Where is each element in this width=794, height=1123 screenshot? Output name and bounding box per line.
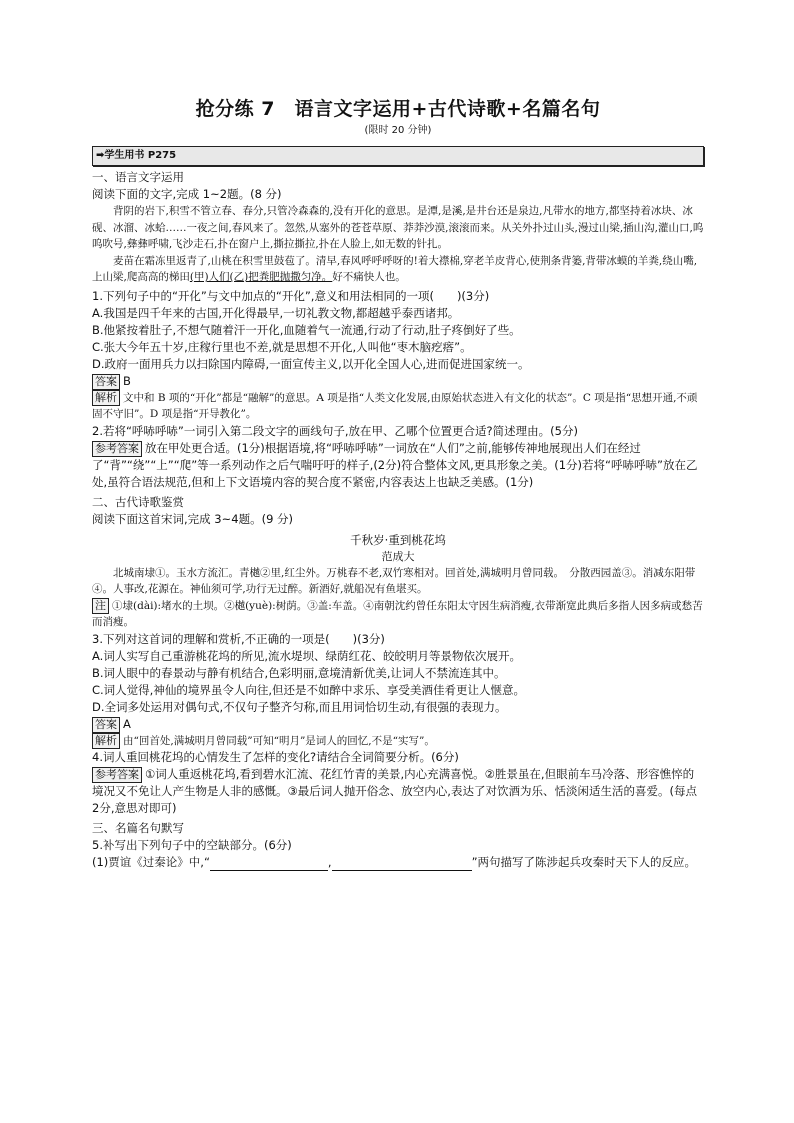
q3-option-c: C.词人觉得,神仙的境界虽令人向往,但还是不如醉中求乐、享受美酒佳肴更让人惬意。: [92, 682, 525, 697]
answer-4: [92, 766, 704, 817]
explanation-tag: 解析: [92, 733, 120, 749]
answer-value: A: [123, 716, 131, 731]
q1-option-c: C.张大今年五十岁,庄稼行里也不差,就是思想不开化,人叫他“枣木脑疙瘩”。: [92, 339, 472, 354]
section-heading-poetry: 二、古代诗歌鉴赏: [92, 494, 184, 509]
answer-1: [92, 373, 704, 390]
explanation-3: [92, 733, 704, 750]
page-title: 抢分练 7 语言文字运用+古代诗歌+名篇名句: [195, 98, 601, 120]
fill-blank-2[interactable]: [332, 858, 472, 871]
passage-paragraph-1: 背阴的岩下,积雪不管立春、春分,只管冷森森的,没有开化的意思。是潭,是溪,是井台还是泉边,凡带水的地方,都坚持着冰块、冰砚、冰溜、冰蛤……一夜之间,春风来了。忽然,从塞外的苍苍草原、莽莽沙漠,滚滚而来。从关外扑过山头,漫过山梁,插山沟,灌山口,呜呜吹号,彝彝呼啸,飞沙走石,扑在窗户上,撕拉撕拉,扑在人脸上,如无数的针扎。: [92, 205, 704, 250]
q1-option-d: D.政府一面用兵力以扫除国内障碍,一面宣传主义,以开化全国人心,进而促进国家统一。: [92, 356, 530, 371]
underlined-sentence: (甲)人们(乙)把粪肥抛撒匀净。: [189, 271, 333, 283]
q1-option-a: A.我国是四千年来的古国,开化得最早,一切礼教文物,都超越乎泰西诸邦。: [92, 305, 460, 320]
question-2: 2.若将“呼哧呼哧”一词引入第二段文字的画线句子,放在甲、乙哪个位置更合适?简述理由。(5分): [92, 423, 578, 438]
answer-3: [92, 716, 704, 733]
explanation-text: 由“回首处,满城明月曾同载”可知“明月”是词人的回忆,不是“实写”。: [123, 734, 435, 747]
q5-item-1-end: ”两句描写了陈涉起兵攻秦时天下人的反应。: [471, 855, 697, 869]
explanation-1: [92, 390, 704, 423]
section-heading-recitation: 三、名篇名句默写: [92, 821, 184, 835]
question-5: 5.补写出下列句子中的空缺部分。(6分): [92, 838, 292, 852]
note-text: ①埭(dài):堵水的土坝。②樾(yuè):树荫。③盖:车盖。④南朝沈约曾任东阳太守因生病消瘦,衣带渐宽此典后多指人因多病或愁苦而消瘦。: [92, 599, 703, 628]
fill-blank-1[interactable]: [210, 858, 328, 871]
explanation-text: 文中和 B 项的“开化”都是“融解”的意思。A 项是指“人类文化发展,由原始状态进入有文化的状态”。C 项是指“思想开通,不顽固不守旧”。D 项是指“开导教化”。: [92, 391, 698, 420]
q5-separator: ,: [327, 855, 332, 869]
worksheet-page: [92, 96, 704, 871]
answer-tag: 答案: [92, 717, 120, 733]
passage-text: 麦苗在霜冻里返青了,山桃在积雪里鼓苞了。清早,春风呼呼呼呀的!着大襟棉,穿老羊皮背心,使荆条背篓,背带冰蟆的羊粪,绕山嘴,上山梁,爬高高的梯田: [92, 254, 698, 283]
answer-tag: 答案: [92, 374, 120, 390]
question-1: 1.下列句子中的“开化”与文中加点的“开化”,意义和用法相同的一项( )(3分): [92, 288, 490, 303]
poem-notes: [92, 598, 704, 631]
student-book-bar: ➡学生用书 P275: [92, 146, 704, 166]
poem-author: 范成大: [381, 549, 415, 563]
question-4: 4.词人重回桃花坞的心情发生了怎样的变化?请结合全词简要分析。(6分): [92, 750, 459, 764]
question-3: 3.下列对这首词的理解和赏析,不正确的一项是( )(3分): [92, 631, 385, 646]
answer-2: [92, 440, 704, 491]
q3-option-b: B.词人眼中的春景动与静有机结合,色彩明丽,意境清新优美,让词人不禁流连其中。: [92, 665, 506, 680]
passage-text-end: 好不痛快人也。: [332, 271, 406, 283]
poem-text: 北城南埭①。玉水方流汇。青樾②里,红尘外。万桃春不老,双竹寒相对。回首处,满城明月曾同载。 分散西园盖③。消减东阳带④。人事改,花源在。神仙须可学,功行无过醉。新酒好,就船况有鱼堪买。: [92, 566, 696, 595]
q1-option-b: B.他紧按着肚子,不想气随着汗一开化,血随着气一流通,行动了行动,肚子疼倒好了些。: [92, 322, 521, 337]
passage-paragraph-2: [92, 253, 704, 286]
q5-item-1-start: (1)贾谊《过秦论》中,“: [92, 855, 210, 869]
reference-answer-tag: 参考答案: [92, 441, 142, 457]
reading-intro-2: 阅读下面这首宋词,完成 3~4题。(9 分): [92, 511, 294, 526]
section-heading-language: 一、语言文字运用: [92, 170, 184, 184]
q3-option-d: D.全词多处运用对偶句式,不仅句子整齐匀称,而且用词恰切生动,有很强的表现力。: [92, 699, 507, 714]
time-limit: (限时 20 分钟): [364, 125, 432, 136]
q5-item-1: [92, 854, 704, 871]
answer-value: B: [123, 373, 131, 388]
note-tag: 注: [92, 598, 109, 614]
q3-option-a: A.词人实写自己重游桃花坞的所见,流水堤坝、绿荫红花、皎皎明月等景物依次展开。: [92, 648, 521, 663]
reference-answer-tag: 参考答案: [92, 767, 142, 783]
explanation-tag: 解析: [92, 390, 120, 406]
answer-text: ①词人重返桃花坞,看到碧水汇流、花红竹青的美景,内心充满喜悦。②胜景虽在,但眼前车马冷落、形容憔悴的境况又不免让人产生物是人非的感慨。③最后词人抛开俗念、放空内心,表达了对饮酒为乐、恬淡闲适生活的喜爱。(每点 2分,意思对即可): [92, 767, 697, 815]
poem-title: 千秋岁·重到桃花坞: [350, 532, 446, 547]
reading-intro-1: 阅读下面的文字,完成 1~2题。(8 分): [92, 187, 282, 201]
answer-text: 放在甲处更合适。(1分)根据语境,将“呼哧呼哧”一词放在“人们”之前,能够传神地展现出人们在经过了“背”“绕”“上”“爬”等一系列动作之后气喘吁吁的样子,(2分)符合整体文风,更具形象之美。(1分)若将“呼哧呼哧”放在乙处,虽符合语法规范,但和上下文语境内容的契合度不紧密,内容表达上也缺乏美感。(1分): [92, 440, 698, 489]
